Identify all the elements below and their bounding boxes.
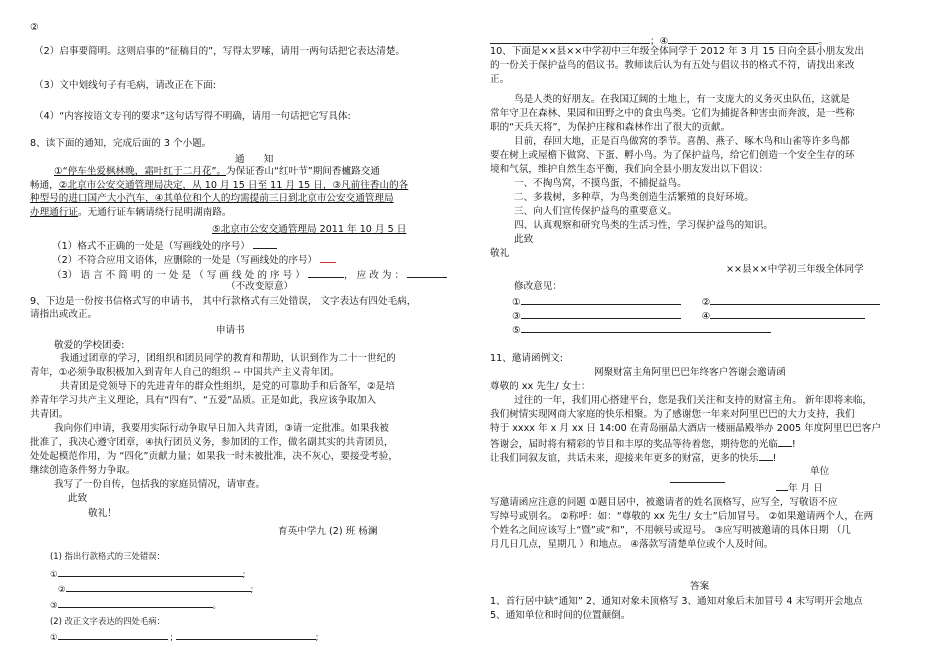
- note: 写绰号或别名。 ②称呼：如：“尊敬的 xx 先生/ 女士”后加冒号。 ②如果邀请两个人，在两: [490, 511, 874, 522]
- notice-signature: ⑤北京市公安交通管理局 2011 年 10 月 5 日: [212, 224, 407, 235]
- text: （3） 语 言 不 简 明 的 一 处 是 （ 写 画 线 处 的 序 号 ）: [52, 270, 305, 281]
- proposal-item: 二、多栽树，多种草，为鸟类创造生活繁殖的良好环境。: [514, 192, 754, 203]
- notice-line: [54, 166, 380, 178]
- line: （4）“内容按语文专刊的要求”这句话写得不明确，请用一句话把它写具体:: [34, 111, 351, 122]
- text: （1）格式不正确的一处是（写画线处的序号）: [52, 241, 250, 252]
- answer-text: 1、首行居中缺“通知” 2、通知对象未顶格写 3、通知对象后未加冒号 4 末写明开会地点: [490, 596, 863, 607]
- question-8: 8、读下面的通知，完成后面的 3 个小题。: [30, 138, 212, 149]
- text: （2）不符合应用文语体，应删除的一处是（写画线处的序号）: [52, 255, 318, 266]
- text: ④: [659, 36, 669, 47]
- underlined-text: 办理通行证: [30, 207, 78, 218]
- paragraph: 境和气氛，维护自然生态平衡，我们向全县小朋友发出以下倡议：: [490, 164, 769, 175]
- answer-blank[interactable]: [710, 295, 880, 305]
- paragraph: 敬爱的学校团委:: [54, 340, 125, 351]
- text: ⑤: [512, 325, 521, 336]
- notice-line: [30, 180, 408, 192]
- answer-blank[interactable]: [521, 295, 681, 305]
- question-9: 9、下边是一份按书信格式写的申请书， 其中行款格式有三处错误， 文字表达有四处毛病，: [30, 296, 417, 307]
- paragraph: 共青团。: [30, 409, 69, 420]
- paragraph: 职的“天兵天将”，为保护庄稼和森林作出了很大的贡献。: [490, 122, 731, 133]
- paragraph: 敬礼！: [88, 508, 117, 519]
- answer-line: ③ 。: [50, 600, 221, 610]
- edit-prompt: 修改意见：: [514, 281, 562, 292]
- paragraph: 过往的一年，我们用心搭建平台，您是我们关注和支持的财富主角。 新年即将来临，: [514, 395, 873, 406]
- text: 答谢会，届时将有精彩的节目和丰厚的奖品等待着您，期待您的光临: [490, 439, 778, 450]
- text: 让我们同叙友谊，共话未来，迎接来年更多的财富，更多的快乐: [490, 453, 759, 464]
- paragraph: 我们树情实现网商大家庭的快乐相聚。为了感谢您一年来对阿里巴巴的大力支持，我们: [490, 409, 855, 420]
- paragraph: 处处起模范作用，为 “四化”贡献力量；如果我一时未被批准，决不灰心，要接受考验，: [30, 451, 398, 462]
- notice-title: 通 知: [235, 154, 274, 165]
- note: 个姓名之间应该写上“暨”或“和”，不用顿号或逗号。 ③应写明被邀请的具体日期 （几: [490, 525, 851, 536]
- proposal-item: 一、不掏鸟窝，不摸鸟蛋，不捕捉益鸟。: [514, 178, 687, 189]
- text: ①: [50, 632, 58, 642]
- question-11: 11、邀请函例文:: [490, 353, 564, 364]
- text: ①: [512, 297, 521, 308]
- signature: 育英中学九 (2) 班 杨澜: [278, 526, 378, 537]
- date-line: [776, 481, 823, 495]
- paragraph: 批准了，我决心遵守团章，④执行团员义务，参加团的工作，做名副其实的共青团员，: [30, 437, 394, 448]
- text: 为保证香山“红叶节”期间香櫨路交通: [226, 166, 380, 177]
- closing: 敬礼: [490, 248, 510, 259]
- answer-line: [670, 473, 725, 487]
- underlined-text: ①“停车坐爱枫林晚，霜叶红于二月花”。: [54, 166, 227, 177]
- paragraph: 养青年学习共产主义理论，具有“四有”、“五爱”品质。正是如此，我应该争取加入: [30, 395, 377, 406]
- text: ， 应 改 为 ：: [343, 270, 405, 281]
- answer-blank[interactable]: [58, 630, 168, 640]
- paragraph: 我通过团章的学习，团组织和团员同学的教育和帮助，认识到作为二十一世纪的: [60, 353, 396, 364]
- proposal-item: 四、认真观察和研究鸟类的生活习性，学习保护益鸟的知识。: [514, 220, 774, 231]
- answer-prompt: (1) 指出行款格式的三处错误：: [50, 551, 166, 561]
- answer-blank[interactable]: [58, 598, 213, 608]
- answer-blank[interactable]: [776, 481, 788, 491]
- proposal-item: 三、向人们宣传保护益鸟的重要意义。: [514, 206, 678, 217]
- paragraph: 青年，①必须争取积极加入到青年人自己的组织 -- 中国共产主义青年团。: [30, 367, 340, 378]
- answer-blank[interactable]: [66, 582, 251, 592]
- text: ③: [512, 311, 521, 322]
- underlined-text: ②北京市公安交通管理局决定，从 10 月 15 日至 11 月 15 日，: [58, 180, 333, 191]
- answer-line: ；④ 。: [490, 34, 828, 48]
- answer-blank[interactable]: [670, 473, 725, 483]
- answer-line: [512, 309, 865, 323]
- answer-line: ① ;: [50, 569, 246, 579]
- answer-blank[interactable]: [407, 268, 447, 278]
- note: 写邀请函应注意的问题 ①题目居中，被邀请者的姓名顶格写，应写全，写敬语不应: [490, 497, 838, 508]
- answer-blank[interactable]: [176, 630, 316, 640]
- unit-label: 单位: [810, 466, 830, 477]
- application-title: 申请书: [216, 325, 245, 336]
- notice-line: 种型号的进口国产大小汽车，④其单位和个人的均需提前三日到北京市公安交通管理局: [30, 193, 394, 204]
- hint: （不改变原意）: [226, 281, 294, 292]
- text: 畅通，: [30, 180, 59, 191]
- answer-line: [512, 295, 880, 309]
- paragraph: 要在树上或屋檐下做窝、下蛋、孵小鸟。为了保护益鸟，给它们创造一个安全生存的环: [490, 150, 855, 161]
- sub-question-1: [52, 239, 277, 253]
- text: ②: [701, 297, 711, 308]
- answer-blank[interactable]: [710, 309, 865, 319]
- paragraph: 鸟是人类的好朋友。在我国辽阔的土地上，有一支庞大的义务灭虫队伍，这就是: [514, 94, 850, 105]
- paragraph: 我向你们申请，我要用实际行动争取早日加入共青团，③请一定批准。如果我被: [54, 423, 389, 434]
- closing: 此致: [514, 234, 534, 245]
- text: ④: [701, 311, 711, 322]
- question-10: 10、下面是××县××中学初中三年级全体同学于 2012 年 3 月 15 日向全县小朋友发出: [490, 46, 865, 57]
- paragraph: 继续创造条件努力争取。: [30, 465, 136, 476]
- answer-blank[interactable]: [320, 253, 336, 263]
- line: （2）启事要简明。这则启事的“征稿目的”，写得太罗嗦，请用一两句话把它表达清楚。: [34, 46, 406, 57]
- paragraph: 此致: [68, 493, 88, 504]
- signature: ××县××中学初三年级全体同学: [726, 264, 864, 275]
- answer-blank[interactable]: [759, 451, 773, 461]
- answer-line: ① ; ;: [50, 632, 319, 642]
- text: ①: [50, 569, 58, 579]
- note: 月几日几点，星期几 ）和地点。 ④落款写清楚单位或个人及时间。: [490, 539, 774, 550]
- answer-blank[interactable]: [521, 309, 681, 319]
- notice-line: [30, 207, 231, 219]
- answer-prompt: (2) 改正文字表达的四处毛病：: [50, 616, 166, 626]
- question-10-cont: 的一份关于保护益鸟的倡议书。教师读后认为有五处与倡议书的格式不符，请找出来改: [490, 60, 855, 71]
- text: ②: [58, 584, 66, 594]
- salutation: 尊敬的 xx 先生/ 女士：: [490, 381, 591, 392]
- paragraph: 常年守卫在森林、果园和田野之中的食虫鸟类。它们为捕捉各种害虫而奔波，是一些称: [490, 108, 855, 119]
- paragraph: 我写了一份自传，包括我的家庭员情况，请审查。: [54, 479, 266, 490]
- text: 。无通行证车辆请绕行昆明湖南路。: [77, 207, 232, 218]
- line: （3）文中划线句子有毛病，请改正在下面:: [34, 80, 217, 91]
- question-9-cont: 请指出或改正。: [30, 309, 98, 320]
- line: ②: [30, 22, 39, 33]
- invitation-title: 网聚财富主角阿里巴巴年终客户答谢会邀请函: [594, 367, 786, 378]
- paragraph: 答谢会，届时将有精彩的节目和丰厚的奖品等待着您，期待您的光临 !: [490, 439, 796, 450]
- answer-blank[interactable]: [490, 34, 650, 44]
- paragraph: 共青团是党领导下的先进青年的群众性组织，是党的可靠助手和后备军，②是培: [60, 381, 395, 392]
- question-10-cont: 正。: [490, 74, 510, 85]
- sub-question-3: [52, 268, 447, 282]
- answer-blank[interactable]: [58, 567, 243, 577]
- answer-line: ② ;: [58, 584, 254, 594]
- answer-blank[interactable]: [253, 239, 277, 249]
- answer-text: 5、通知单位和时间的位置颠倒。: [490, 610, 631, 621]
- text: ③: [50, 600, 58, 610]
- answer-line: [512, 323, 771, 337]
- sub-question-2: [52, 253, 336, 267]
- answer-title: 答案: [690, 581, 710, 592]
- answer-blank[interactable]: [521, 323, 771, 333]
- answer-blank[interactable]: [778, 437, 792, 447]
- text: 年 月 日: [788, 483, 823, 494]
- paragraph: 特于 xxxx 年 x 月 xx 日 14:00 在青岛丽晶大酒店一楼丽晶殿举办 2005 年度阿里巴巴客户: [490, 423, 881, 434]
- underlined-text: ③凡前往香山的各: [332, 180, 409, 191]
- paragraph: 目前，春回大地，正是百鸟做窝的季节。喜鹊、燕子、啄木鸟和山雀等许多鸟都: [514, 136, 850, 147]
- paragraph: 让我们同叙友谊，共话未来，迎接来年更多的财富，更多的快乐 !: [490, 453, 777, 464]
- answer-blank[interactable]: [308, 268, 344, 278]
- answer-blank[interactable]: [668, 34, 818, 44]
